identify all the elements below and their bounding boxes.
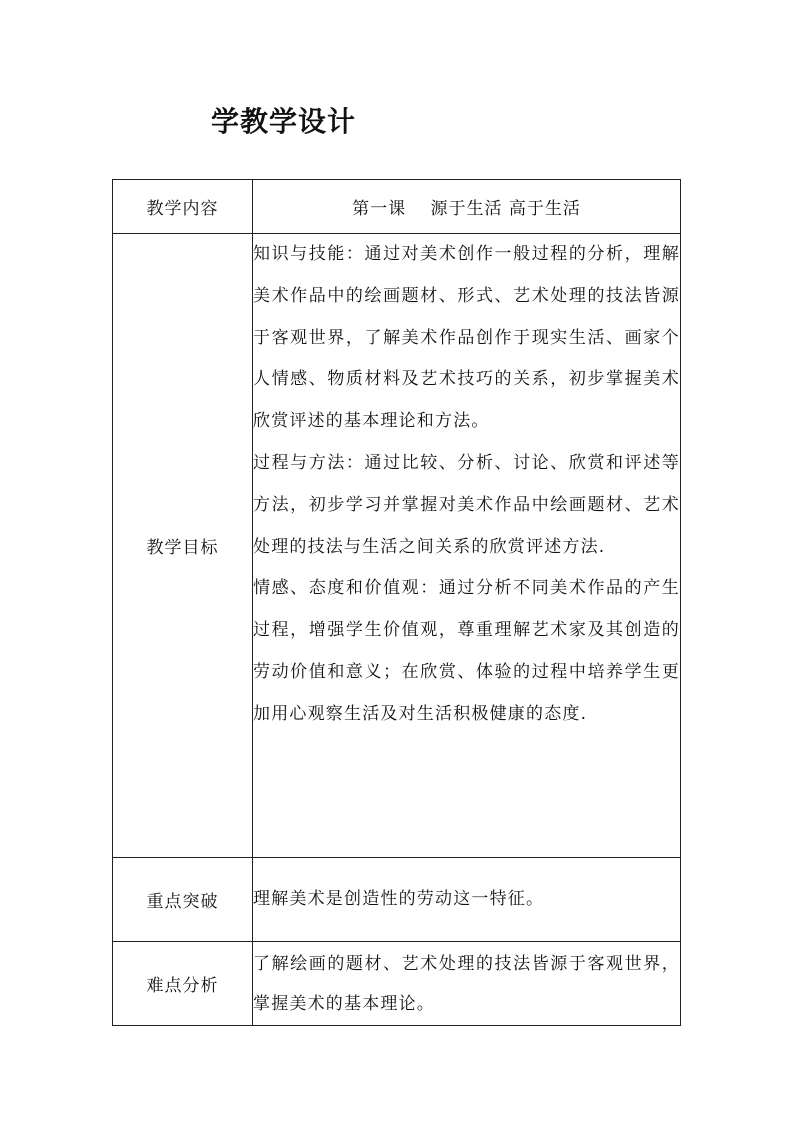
goal-knowledge-skills: 知识与技能：通过对美术创作一般过程的分析，理解美术作品中的绘画题材、形式、艺术处理的技法皆源于客观世界，了解美术作品创作于现实生活、画家个人情感、物质材料及艺术技巧的关系，初步掌握美术欣赏评述的基本理论和方法。 (253, 244, 680, 432)
table-row-teaching-goals (113, 234, 681, 858)
goal-emotion-values: 情感、态度和价值观：通过分析不同美术作品的产生过程，增强学生价值观，尊重理解艺术家及其创造的劳动价值和意义；在欣赏、体验的过程中培养学生更加用心观察生活及对生活积极健康的态度. (253, 578, 680, 724)
difficulty-text: 了解绘画的题材、艺术处理的技法皆源于客观世界，掌握美术的基本理论。 (253, 953, 680, 1014)
key-points-cell (253, 858, 681, 942)
lesson-plan-table (112, 179, 681, 1026)
goal-process-methods: 过程与方法：通过比较、分析、讨论、欣赏和评述等方法，初步学习并掌握对美术作品中绘画题材、艺术处理的技法与生活之间关系的欣赏评述方法. (253, 452, 680, 557)
row-label-teaching-goals: 教学目标 (113, 234, 253, 858)
row-label-difficulty: 难点分析 (113, 942, 253, 1026)
table-row-teaching-content (113, 180, 681, 234)
key-points-text: 理解美术是创造性的劳动这一特征。 (253, 888, 545, 909)
table-row-difficulty (113, 942, 681, 1026)
teaching-goals-cell (253, 234, 681, 858)
table-row-key-points (113, 858, 681, 942)
row-label-teaching-content: 教学内容 (113, 180, 253, 234)
row-label-key-points: 重点突破 (113, 858, 253, 942)
lesson-title-cell: 第一课 源于生活 高于生活 (253, 180, 681, 234)
difficulty-cell (253, 942, 681, 1026)
document-title: 学教学设计 (211, 105, 357, 138)
